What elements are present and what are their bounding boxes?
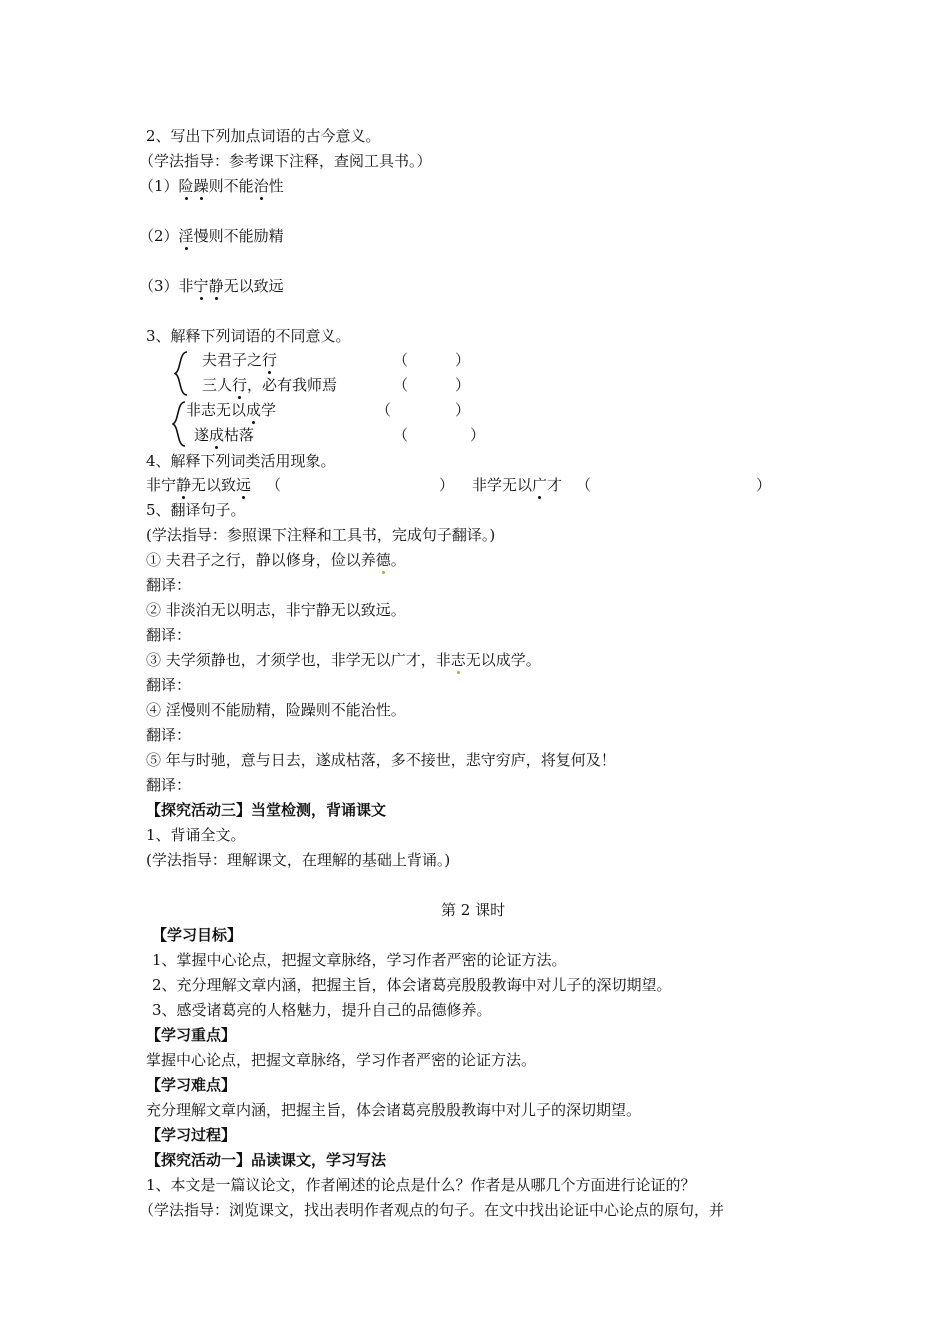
q4-item-b: 非学无以广才 — [472, 476, 563, 494]
q3-group1-line2: 三人行，必有我师焉 — [202, 376, 338, 394]
q5-sentence-4: ④ 淫慢则不能励精，险躁则不能治性。 — [146, 701, 406, 719]
q2-item-2: （2）淫慢则不能励精 — [139, 227, 284, 245]
translation-label: 翻译： — [146, 576, 192, 594]
goal-item: 1、掌握中心论点，把握文章脉络，学习作者严密的论证方法。 — [152, 951, 567, 969]
key-points-heading: 【学习重点】 — [146, 1026, 237, 1044]
q5-sentence-1: ① 夫君子之行，静以修身，俭以养德。 — [146, 551, 406, 569]
goals-heading: 【学习目标】 — [152, 926, 243, 944]
q4-item-a: 非宁静无以致远 — [146, 476, 252, 494]
answer-close-paren: ） — [455, 351, 471, 369]
answer-close-paren: ） — [756, 476, 772, 494]
q3-group2-line2: 遂成枯落 — [194, 426, 255, 444]
left-brace-icon — [174, 351, 188, 396]
answer-close-paren: ） — [439, 476, 455, 494]
q3-group2-line1: 非志无以成学 — [186, 401, 277, 419]
q3-title: 3、解释下列词语的不同意义。 — [146, 327, 351, 345]
answer-open-paren: （ — [376, 401, 392, 419]
q2-item-3: （3）非宁静无以致远 — [139, 277, 284, 295]
q5-guide: (学法指导：参照课下注释和工具书，完成句子翻译。) — [146, 526, 496, 544]
translation-label: 翻译： — [146, 626, 192, 644]
activity-1-question: 1、本文是一篇议论文，作者阐述的论点是什么？作者是从哪几个方面进行论证的？ — [146, 1176, 696, 1194]
q2-guide: （学法指导：参考课下注释，查阅工具书。） — [139, 152, 432, 170]
answer-close-paren: ） — [455, 376, 471, 394]
key-points-text: 掌握中心论点，把握文章脉络，学习作者严密的论证方法。 — [146, 1051, 537, 1069]
difficulty-text: 充分理解文章内涵，把握主旨，体会诸葛亮殷殷教诲中对儿子的深切期望。 — [146, 1101, 642, 1119]
activity-3-heading: 【探究活动三】当堂检测，背诵课文 — [146, 801, 387, 819]
q2-title: 2、写出下列加点词语的古今意义。 — [146, 127, 381, 145]
answer-open-paren: （ — [393, 426, 409, 444]
activity-1-heading: 【探究活动一】品读课文，学习写法 — [146, 1151, 387, 1169]
process-heading: 【学习过程】 — [146, 1126, 237, 1144]
lesson-2-title: 第 2 课时 — [441, 901, 506, 919]
translation-label: 翻译： — [146, 726, 192, 744]
answer-open-paren: （ — [393, 351, 409, 369]
q4-title: 4、解释下列词类活用现象。 — [146, 452, 336, 470]
activity-3-guide: (学法指导：理解课文，在理解的基础上背诵。) — [146, 851, 451, 869]
translation-label: 翻译： — [146, 776, 192, 794]
translation-label: 翻译： — [146, 676, 192, 694]
q5-title: 5、翻译句子。 — [146, 501, 246, 519]
q3-group1-line1: 夫君子之行 — [202, 351, 278, 369]
goal-item: 3、感受诸葛亮的人格魅力，提升自己的品德修养。 — [152, 1001, 492, 1019]
answer-close-paren: ） — [455, 401, 471, 419]
activity-3-item: 1、背诵全文。 — [146, 826, 246, 844]
q2-item-1: （1）险躁则不能治性 — [139, 177, 284, 195]
q5-sentence-5: ⑤ 年与时驰，意与日去，遂成枯落，多不接世，悲守穷庐，将复何及！ — [146, 751, 616, 769]
goal-item: 2、充分理解文章内涵，把握主旨，体会诸葛亮殷殷教诲中对儿子的深切期望。 — [152, 976, 672, 994]
left-brace-icon — [172, 401, 186, 447]
q5-sentence-3: ③ 夫学须静也，才须学也，非学无以广才，非志无以成学。 — [146, 651, 541, 669]
answer-open-paren: （ — [393, 376, 409, 394]
q5-sentence-2: ② 非淡泊无以明志，非宁静无以致远。 — [146, 601, 406, 619]
difficulty-heading: 【学习难点】 — [146, 1076, 237, 1094]
answer-close-paren: ） — [470, 426, 486, 444]
answer-open-paren: （ — [576, 476, 592, 494]
activity-1-guide: （学法指导：浏览课文，找出表明作者观点的句子。在文中找出论证中心论点的原句，并 — [139, 1201, 725, 1219]
answer-open-paren: （ — [266, 476, 282, 494]
